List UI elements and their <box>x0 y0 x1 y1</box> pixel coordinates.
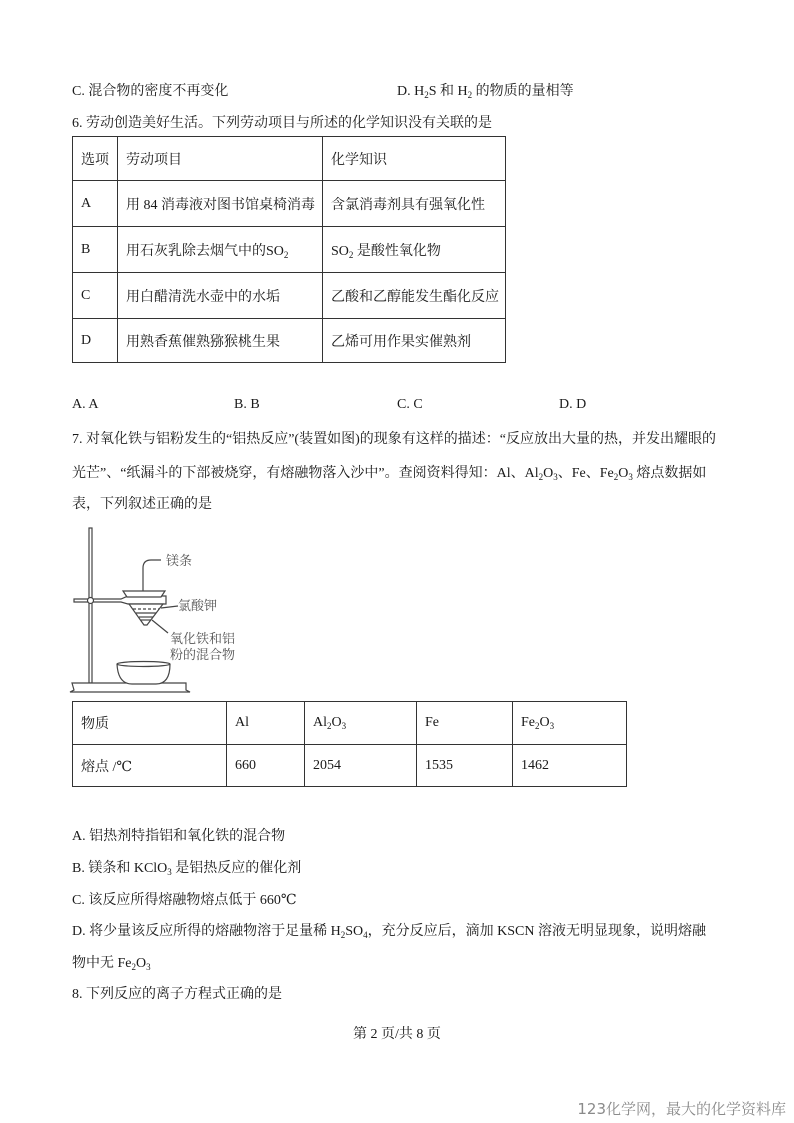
q7-option-a: A. 铝热剂特指铝和氧化铁的混合物 <box>72 829 286 844</box>
q7-melting-point-table <box>72 701 627 787</box>
q6-header-cell: 劳动项目 <box>118 137 323 181</box>
clamp-knob <box>88 598 94 604</box>
q5-option-c: C. 混合物的密度不再变化 <box>72 84 229 99</box>
q5-d-text: D. H <box>397 84 425 99</box>
watermark: 123化学网，最大的化学资料库 <box>577 1100 786 1118</box>
q7-text: O <box>136 956 147 971</box>
q7-sub: 3 <box>341 721 347 731</box>
q7-text: Fe <box>521 715 535 730</box>
q6-row <box>73 273 506 319</box>
q6-header-cell: 化学知识 <box>323 137 506 181</box>
q6-sub: 2 <box>348 249 354 260</box>
q6-cell-option: C <box>73 273 118 319</box>
q6-header-cell: 选项 <box>73 137 118 181</box>
q5-d-sub: 2 <box>467 90 473 100</box>
label-mixture-line1: 氧化铁和铝 <box>170 632 236 647</box>
q6-header-row <box>73 137 506 181</box>
q7-text: ，充分反应后，滴加 KSCN 溶液无明显现象，说明熔融 <box>367 924 706 939</box>
q6-cell-option: D <box>73 319 118 363</box>
q7-table-row-substance <box>73 702 627 745</box>
q7-option-d-line2 <box>72 952 151 972</box>
q6-row <box>73 181 506 227</box>
q6-cell-project: 用 84 消毒液对图书馆桌椅消毒 <box>118 181 323 227</box>
q7-cell: Fe <box>417 702 513 745</box>
q6-table <box>72 136 506 363</box>
q6-cell-project <box>118 227 323 273</box>
q5-d-sub: 2 <box>424 90 429 100</box>
q6-cell-knowledge: 乙烯可用作果实催熟剂 <box>323 319 506 363</box>
q6-option-d: D. D <box>559 397 587 412</box>
q7-text: D. 将少量该反应所得的熔融物溶于足量稀 H <box>72 924 341 939</box>
q7-cell <box>513 702 627 745</box>
q7-text: 光芒”、“纸漏斗的下部被烧穿，有熔融物落入沙中”。查阅资料得知：Al、Al <box>72 466 539 481</box>
q7-option-b <box>72 857 301 877</box>
label-magnesium: 镁条 <box>166 554 193 569</box>
q7-cell: 1462 <box>513 745 627 787</box>
q7-text: 、Fe、Fe <box>557 466 614 481</box>
q7-sub: 2 <box>340 930 346 940</box>
q7-cell: 2054 <box>305 745 417 787</box>
q6-cell-knowledge <box>323 227 506 273</box>
q6-sub: 2 <box>283 249 289 260</box>
label-kclo3: 氯酸钾 <box>178 599 218 614</box>
label-mixture-line2: 粉的混合物 <box>170 648 236 663</box>
q6-cell-option: B <box>73 227 118 273</box>
q6-cell-knowledge: 乙酸和乙醇能发生酯化反应 <box>323 273 506 319</box>
q6-row <box>73 319 506 363</box>
q6-stem: 6. 劳动创造美好生活。下列劳动项目与所述的化学知识没有关联的是 <box>72 116 492 131</box>
q6-text: 用石灰乳除去烟气中的SO <box>126 243 284 259</box>
q7-table-row-melting-point <box>73 745 627 787</box>
q7-cell: Al <box>227 702 305 745</box>
q7-sub: 2 <box>535 721 540 731</box>
q6-text: 是酸性氧化物 <box>353 243 441 259</box>
q7-text: 物中无 Fe <box>72 956 132 971</box>
q6-option-a: A. A <box>72 397 99 412</box>
q7-sub: 4 <box>363 930 368 940</box>
q6-cell-option: A <box>73 181 118 227</box>
q7-stem-line1: 7. 对氧化铁与铝粉发生的“铝热反应”(装置如图)的现象有这样的描述：“反应放出大量的热，并发出耀眼的 <box>72 432 716 447</box>
q6-option-c: C. C <box>397 397 423 412</box>
q7-sub: 3 <box>553 472 558 482</box>
q7-text: O <box>331 715 342 730</box>
q7-text: B. 镁条和 KClO <box>72 861 168 876</box>
q7-sub: 2 <box>613 472 619 482</box>
thermite-apparatus-figure <box>66 520 256 695</box>
q6-cell-project: 用熟香蕉催熟猕猴桃生果 <box>118 319 323 363</box>
q8-stem: 8. 下列反应的离子方程式正确的是 <box>72 987 282 1002</box>
q5-option-d <box>397 80 574 100</box>
q7-sub: 2 <box>538 472 544 482</box>
funnel-rim <box>123 591 165 597</box>
q7-stem-line3: 表，下列叙述正确的是 <box>72 497 212 512</box>
q5-d-text: S 和 H <box>428 84 468 99</box>
q7-text: O <box>539 715 550 730</box>
q7-cell <box>305 702 417 745</box>
q6-cell-knowledge: 含氯消毒剂具有强氧化性 <box>323 181 506 227</box>
q7-text: O <box>618 466 629 481</box>
q7-text: Al <box>313 715 327 730</box>
q7-cell: 1535 <box>417 745 513 787</box>
q7-sub: 3 <box>549 721 555 731</box>
q7-text: 是铝热反应的催化剂 <box>171 861 302 876</box>
q7-option-d-line1 <box>72 920 706 940</box>
paper-funnel <box>129 604 163 625</box>
q5-d-text: 的物质的量相等 <box>472 84 574 99</box>
q7-cell: 660 <box>227 745 305 787</box>
q6-option-b: B. B <box>234 397 260 412</box>
magnesium-strip <box>143 560 161 591</box>
q7-sub: 3 <box>628 472 633 482</box>
page-number: 第 2 页/共 8 页 <box>353 1027 441 1042</box>
q6-row <box>73 227 506 273</box>
q7-text: SO <box>345 924 364 939</box>
q7-sub: 3 <box>167 867 172 877</box>
q7-sub: 3 <box>146 962 151 972</box>
q7-option-c: C. 该反应所得熔融物熔点低于 660℃ <box>72 893 297 908</box>
q6-text: SO <box>331 243 349 259</box>
q7-cell: 熔点 /℃ <box>73 745 227 787</box>
q7-sub: 2 <box>327 721 332 731</box>
q7-text: O <box>543 466 554 481</box>
q7-cell: 物质 <box>73 702 227 745</box>
stand-rod <box>89 528 92 683</box>
q6-cell-project: 用白醋清洗水壶中的水垢 <box>118 273 323 319</box>
q7-text: 熔点数据如 <box>632 466 707 481</box>
q7-sub: 2 <box>131 962 136 972</box>
q7-stem-line2 <box>72 462 706 482</box>
